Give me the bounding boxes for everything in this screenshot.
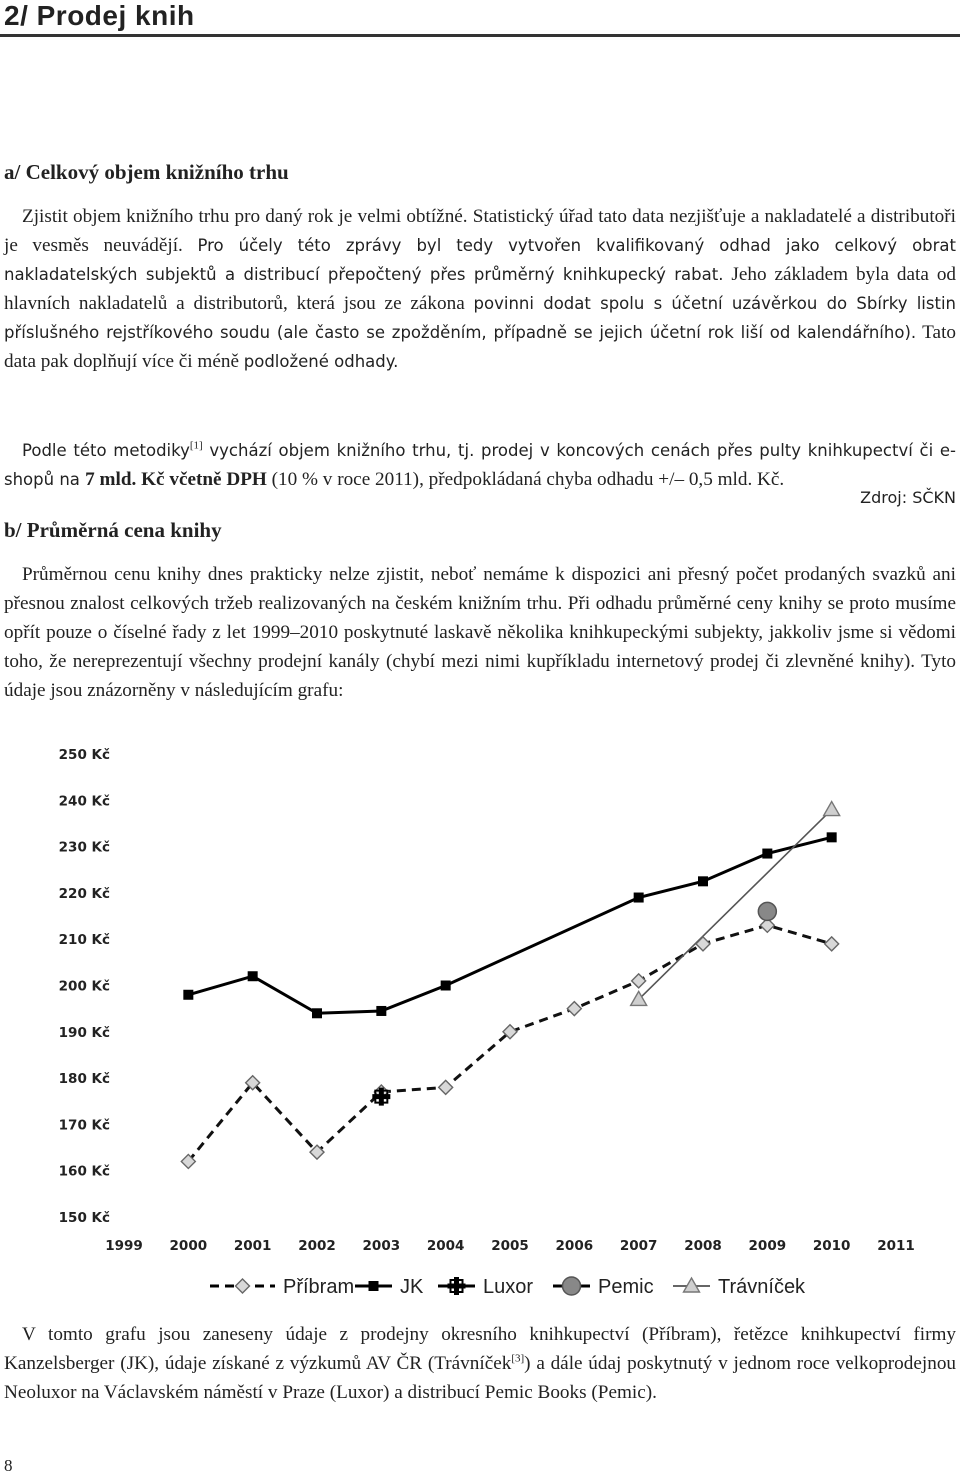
x-tick-label: 2000 [169, 1238, 208, 1254]
legend-marker-pemic [563, 1277, 581, 1295]
point-jk [312, 1008, 322, 1018]
section-b-title: b/ Průměrná cena knihy [4, 518, 222, 542]
p1-sans: Pro účely této zprávy byl tedy vytvořen kvalifikovaný odhad jako celkový obrat nakladatelských subjektů a distribucí přepočtený přes průměrný knihkupecký rabat. [4, 236, 956, 284]
y-tick-label: 180 Kč [58, 1071, 110, 1088]
y-tick-label: 240 Kč [58, 793, 110, 810]
reference-1: [1] [189, 439, 203, 452]
point-jk [376, 1006, 386, 1016]
b-p2-a: V tomto grafu jsou zaneseny údaje z prodejny okresního knihkupectví (Příbram), řetězce knihkupectví firmy Kanzelsberger (JK), údaje získané z výzkumů AV ČR (Trávníček [4, 1324, 956, 1374]
page-title: 2/ Prodej knih [4, 0, 195, 31]
section-a-paragraph-2 [4, 436, 956, 494]
point-příbram [632, 974, 646, 988]
series-line-jk [188, 837, 831, 1013]
p1-sans3: podložené odhady. [243, 352, 399, 371]
x-tick-label: 2005 [491, 1238, 529, 1254]
p2-b: vychází objem knižního trhu, tj. prodej v koncových cenách přes pulty knihkupectví či e-shopů na [4, 441, 956, 489]
point-jk [634, 893, 644, 903]
x-tick-label: 2006 [555, 1238, 594, 1254]
point-příbram [696, 937, 710, 951]
p2-a: Podle této metodiky [22, 441, 190, 460]
p1-serif2: Jeho základem byla data od hlavních nakladatelů a distributorů, která jsou ze zákona [4, 264, 957, 314]
point-luxor [372, 1088, 390, 1106]
legend-label-trávníček: Trávníček [718, 1276, 806, 1298]
p1-serif: Zjistit objem knižního trhu pro daný rok je velmi obtížné. Statistický úřad tato data nezjišťuje a nakladatelé a distributoři je vesměs neuvádějí. [4, 206, 956, 256]
point-jk [441, 981, 451, 991]
point-jk [183, 990, 193, 1000]
x-tick-label: 2008 [684, 1238, 722, 1254]
point-trávníček [824, 802, 840, 816]
legend-label-pemic: Pemic [598, 1276, 654, 1298]
x-tick-label: 1999 [105, 1238, 143, 1254]
series-lines [188, 810, 831, 1162]
point-příbram [825, 937, 839, 951]
p1-sans2: povinni dodat spolu s účetní uzávěrkou do Sbírky listin příslušného rejstříkového soudu (ale často se zpožděním, případně se jejich účetní rok liší od kalendářního). [4, 294, 956, 342]
y-tick-label: 170 Kč [58, 1117, 110, 1134]
legend-marker-luxor [448, 1277, 466, 1295]
y-tick-label: 200 Kč [58, 978, 110, 995]
point-příbram [567, 1002, 581, 1016]
p2-bold: 7 mld. Kč včetně DPH [85, 469, 267, 490]
section-b-paragraph-1 [4, 560, 956, 705]
section-a-title: a/ Celkový objem knižního trhu [4, 160, 289, 184]
reference-3: [3] [511, 1352, 525, 1365]
point-jk [827, 832, 837, 842]
x-tick-label: 2003 [362, 1238, 401, 1254]
point-jk [248, 971, 258, 981]
point-příbram [439, 1080, 453, 1094]
p1-serif3: Tato data pak doplňují více či méně [4, 322, 956, 372]
y-tick-label: 160 Kč [58, 1163, 110, 1180]
chart-legend [210, 1276, 806, 1298]
point-pemic [758, 902, 776, 920]
legend-marker-jk [369, 1281, 379, 1291]
legend-label-příbram: Příbram [283, 1276, 355, 1298]
y-tick-label: 190 Kč [58, 1024, 110, 1041]
x-axis-ticks [105, 1238, 915, 1254]
x-tick-label: 2010 [812, 1238, 851, 1254]
page-number: 8 [4, 1456, 13, 1475]
legend-label-luxor: Luxor [483, 1276, 534, 1298]
y-axis-ticks [59, 747, 110, 1226]
legend-label-jk: JK [400, 1276, 424, 1298]
y-tick-label: 150 Kč [58, 1210, 110, 1226]
average-book-price-chart [0, 740, 960, 1310]
series-line-příbram [188, 925, 831, 1161]
b-p1-text: Průměrnou cenu knihy dnes prakticky nelze zjistit, neboť nemáme k dispozici ani přesný počet prodaných svazků ani přesnou znalost celkových tržeb realizovaných na českém knižním trhu. Při odhadu průměrné ceny knihy se proto musíme opřít pouze o číselné řady z let 1999–2010 poskytnuté laskavě několika knihkupeckými subjekty, jakkoliv jsme si vědomi toho, že nereprezentují všechny prodejní kanály (chybí mezi nimi kupříkladu internetový prodej či zlevněné knihy). Tyto údaje jsou znázorněny v následujícím grafu: [4, 564, 956, 701]
b-p2-b: ) a dále údaj poskytnutý v jednom roce velkoprodejnou Neoluxor na Václavském náměstí v Praze (Luxor) a distribucí Pemic Books (Pemic). [4, 1353, 957, 1403]
x-tick-label: 2002 [298, 1238, 336, 1254]
section-a-paragraph-1 [4, 202, 956, 376]
y-tick-label: 210 Kč [58, 932, 110, 949]
x-tick-label: 2009 [748, 1238, 787, 1254]
x-tick-label: 2001 [233, 1238, 272, 1254]
x-tick-label: 2004 [426, 1238, 465, 1254]
source-label: Zdroj: SČKN [860, 488, 956, 507]
series-line-trávníček [639, 810, 832, 1000]
x-tick-label: 2011 [877, 1238, 915, 1254]
section-b-paragraph-2 [4, 1320, 956, 1407]
point-jk [762, 849, 772, 859]
title-rule [0, 34, 960, 37]
point-jk [698, 876, 708, 886]
legend-marker-příbram [236, 1279, 250, 1293]
y-tick-label: 250 Kč [58, 747, 110, 763]
x-tick-label: 2007 [619, 1238, 658, 1254]
p2-c: (10 % v roce 2011), předpokládaná chyba odhadu +/– 0,5 mld. Kč. [266, 469, 785, 490]
y-tick-label: 220 Kč [58, 885, 110, 902]
y-tick-label: 230 Kč [58, 839, 110, 856]
